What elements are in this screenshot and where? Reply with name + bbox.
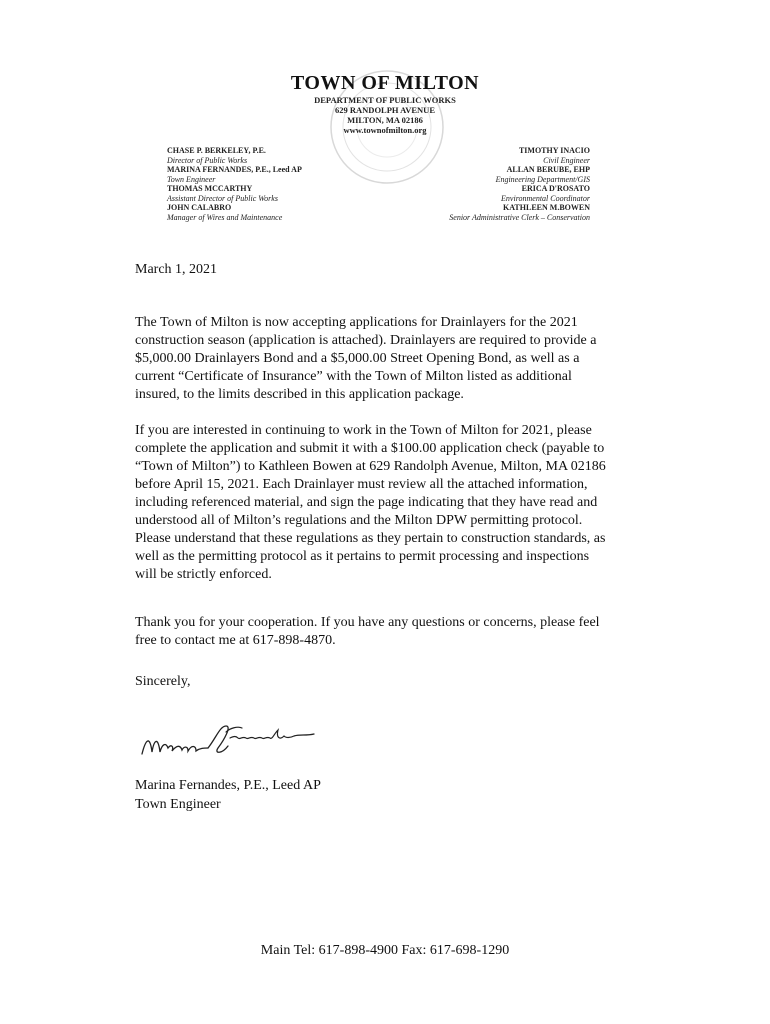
staff-role: Manager of Wires and Maintenance [167, 212, 283, 222]
handwritten-signature [138, 718, 318, 768]
staff-name: JOHN CALABRO [167, 203, 232, 212]
department-street: 629 RANDOLPH AVENUE [335, 105, 435, 115]
staff-role: Town Engineer [167, 174, 216, 184]
staff-name: THOMAS MCCARTHY [167, 184, 253, 193]
staff-name: TIMOTHY INACIO [518, 146, 590, 155]
letter-paragraph-1: The Town of Milton is now accepting applications for Drainlayers for the 2021 construction season (application is attached). Drainlayers are required to provide a $5,000.00 Drainlayers Bond and a $5,000.00 Street Opening Bond, as well as a current “Certificate of Insurance” with the Town of Milton listed as additional insured, to the limits described in this application package. [135, 315, 597, 402]
staff-role: Director of Public Works [167, 155, 248, 165]
staff-role: Engineering Department/GIS [495, 174, 590, 184]
signer-name: Marina Fernandes, P.E., Leed AP [135, 778, 321, 793]
staff-name: CHASE P. BERKELEY, P.E. [167, 146, 266, 155]
staff-name: KATHLEEN M.BOWEN [503, 203, 590, 212]
signer-title: Town Engineer [135, 797, 221, 812]
staff-role: Senior Administrative Clerk – Conservation [449, 212, 590, 222]
department-website: www.townofmilton.org [343, 125, 427, 135]
staff-role: Environmental Coordinator [501, 193, 590, 203]
staff-name: ALLAN BERUBE, EHP [506, 165, 590, 174]
letter-paragraph-2: If you are interested in continuing to work in the Town of Milton for 2021, please complete the application and submit it with a $100.00 application check (payable to “Town of Milton”) to Kathleen Bowen at 629 Randolph Avenue, Milton, MA 02186 before April 15, 2021. Each Drainlayer must review all the attached information, including referenced material, and sign the page indicating that they have read and understood all of Milton’s regulations and the Milton DPW permitting protocol. Please understand that these regulations as they pertain to construction standards, as well as the permitting protocol as it pertains to permit processing and inspections will be strictly enforced. [135, 423, 606, 582]
staff-role: Assistant Director of Public Works [167, 193, 278, 203]
letter-date: March 1, 2021 [135, 262, 218, 277]
department-name: DEPARTMENT OF PUBLIC WORKS [314, 95, 456, 105]
letter-closing: Sincerely, [135, 674, 191, 689]
staff-name: MARINA FERNANDES, P.E., Leed AP [167, 165, 302, 174]
letter-paragraph-3: Thank you for your cooperation. If you have any questions or concerns, please feel free to contact me at 617-898-4870. [135, 615, 600, 648]
footer-contact: Main Tel: 617-898-4900 Fax: 617-698-1290 [260, 943, 510, 958]
town-title: TOWN OF MILTON [290, 72, 480, 94]
staff-role: Civil Engineer [543, 155, 590, 165]
department-city: MILTON, MA 02186 [347, 115, 423, 125]
staff-list-left [167, 146, 367, 222]
staff-name: ERICA D'ROSATO [521, 184, 590, 193]
staff-list-right [390, 146, 590, 222]
